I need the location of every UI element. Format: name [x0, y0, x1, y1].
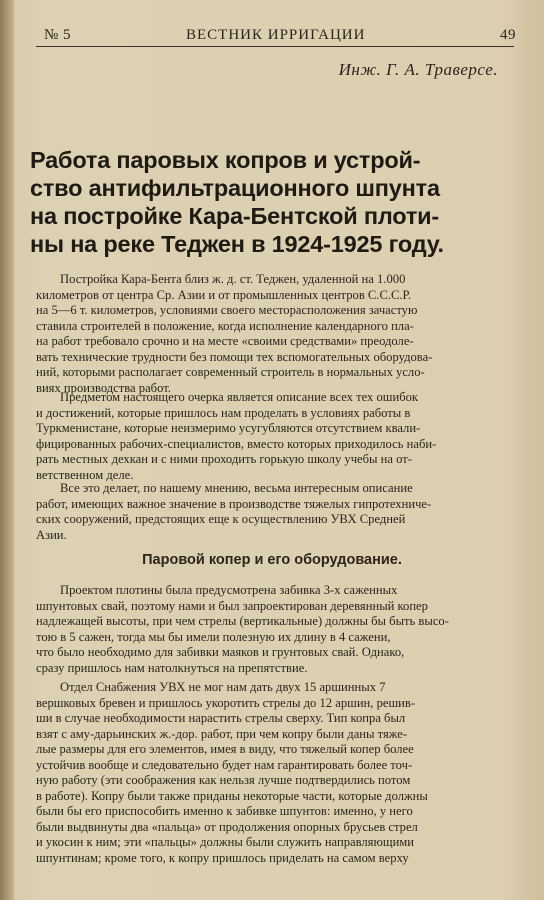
text-line: ветственном деле.: [36, 467, 134, 482]
text-line: ских сооружений, предстоящих еще к осуществлению УВХ Средней: [36, 512, 406, 526]
text-line: что было необходимо для забивки маяков и грунтовых свай. Однако,: [36, 645, 405, 659]
paragraph-project: [36, 583, 514, 676]
text-line: вершковых бревен и пришлось укоротить стрелы до 12 аршин, решив-: [36, 695, 416, 710]
paragraph-interest: [36, 481, 514, 543]
text-line: Постройка Кара-Бента близ ж. д. ст. Теджен, удаленной на 1.000: [60, 272, 406, 286]
header-rule: [36, 46, 514, 47]
book-gutter: [0, 0, 14, 900]
paragraph-supply: [36, 680, 514, 866]
text-line: были выдвинуты два «пальца» от продолжения опорных брусьев стрел: [36, 819, 418, 834]
text-line: Проектом плотины была предусмотрена забивка 3-х саженных: [60, 583, 398, 597]
text-line: ши в случае необходимости нарастить стрелы сверху. Тип копра был: [36, 711, 406, 725]
text-line: лые размеры для его элементов, имея в виду, что тяжелый копер более: [36, 742, 414, 756]
text-line: на работ требовало срочно и на месте «своими средствами» преодоле-: [36, 334, 414, 348]
text-line: фицированных рабочих-специалистов, вместо которых приходилось наби-: [36, 436, 437, 451]
title-line: ство антифильтрационного шпунта: [30, 175, 440, 201]
text-line: надлежащей высоты, при чем стрелы (вертикальные) должны бы быть высо-: [36, 614, 449, 628]
text-line: и укосин к ним; эти «пальцы» должны были служить направляющими: [36, 835, 415, 849]
text-line: тою в 5 сажен, тогда мы бы имели полезную их длину в 4 сажени,: [36, 629, 391, 644]
text-line: шпунтинам; кроме того, к копру пришлось приделать на самом верху: [36, 850, 409, 865]
text-line: километров от центра Ср. Азии и от промышленных центров С.С.С.Р.: [36, 287, 412, 302]
journal-title: ВЕСТНИК ИРРИГАЦИИ: [186, 27, 366, 43]
text-line: рать местных дехкан и с ними проходить горькую школу учебы на от-: [36, 452, 412, 466]
text-line: в работе). Копру были также приданы некоторые части, которые должны: [36, 788, 428, 803]
running-header: [36, 24, 516, 46]
text-line: ную работу (эти соображения как нельзя лучше подтвердились потом: [36, 773, 411, 787]
text-line: и достижений, которые пришлось нам проделать в условиях работы в: [36, 405, 411, 420]
issue-number: № 5: [44, 27, 72, 43]
title-line: ны на реке Теджен в 1924-1925 году.: [30, 231, 444, 257]
text-line: на 5—6 т. километров, условиями своего месторасположения зачастую: [36, 303, 418, 317]
text-line: Туркменистане, которые неизмеримо усугубляются отсутствием квали-: [36, 421, 421, 435]
paragraph-intro: [36, 272, 514, 396]
text-line: взят с аму-дарьинских ж.-дор. работ, при чем копру были даны тяже-: [36, 726, 408, 741]
text-line: виях производства работ.: [36, 380, 171, 395]
title-line: на постройке Кара-Бентской плоти-: [30, 203, 440, 229]
text-line: Предметом настоящего очерка является описание всех тех ошибок: [60, 390, 419, 404]
text-line: сразу пришлось нам натолкнуться на препятствие.: [36, 660, 308, 675]
text-line: шпунтовых свай, поэтому нами и был запроектирован деревянный копер: [36, 598, 428, 613]
author-line: Инж. Г. А. Траверсе.: [338, 60, 498, 79]
text-line: Отдел Снабжения УВХ не мог нам дать двух 15 аршинных 7: [60, 680, 386, 694]
page-number: 49: [500, 27, 516, 43]
article-title: [30, 146, 520, 258]
text-line: Все это делает, по нашему мнению, весьма интересным описание: [60, 481, 413, 495]
text-line: были бы его приспособить именно к забивке шпунтов: именно, у него: [36, 804, 413, 818]
text-line: устойчив вообще и следовательно будет нам гарантировать более точ-: [36, 757, 413, 772]
paragraph-subject: [36, 390, 514, 483]
text-line: ний, которыми располагает современный строитель в нормальных усло-: [36, 365, 425, 379]
text-line: работ, имеющих важное значение в производстве тяжелых гипротехниче-: [36, 496, 432, 511]
section-heading: Паровой копер и его оборудование.: [142, 552, 402, 568]
text-line: Азии.: [36, 527, 67, 542]
title-line: Работа паровых копров и устрой-: [30, 147, 421, 173]
text-line: ставила строителей в положение, когда исполнение календарного пла-: [36, 318, 414, 333]
text-line: вать технические трудности без помощи тех вспомогательных оборудова-: [36, 349, 433, 364]
